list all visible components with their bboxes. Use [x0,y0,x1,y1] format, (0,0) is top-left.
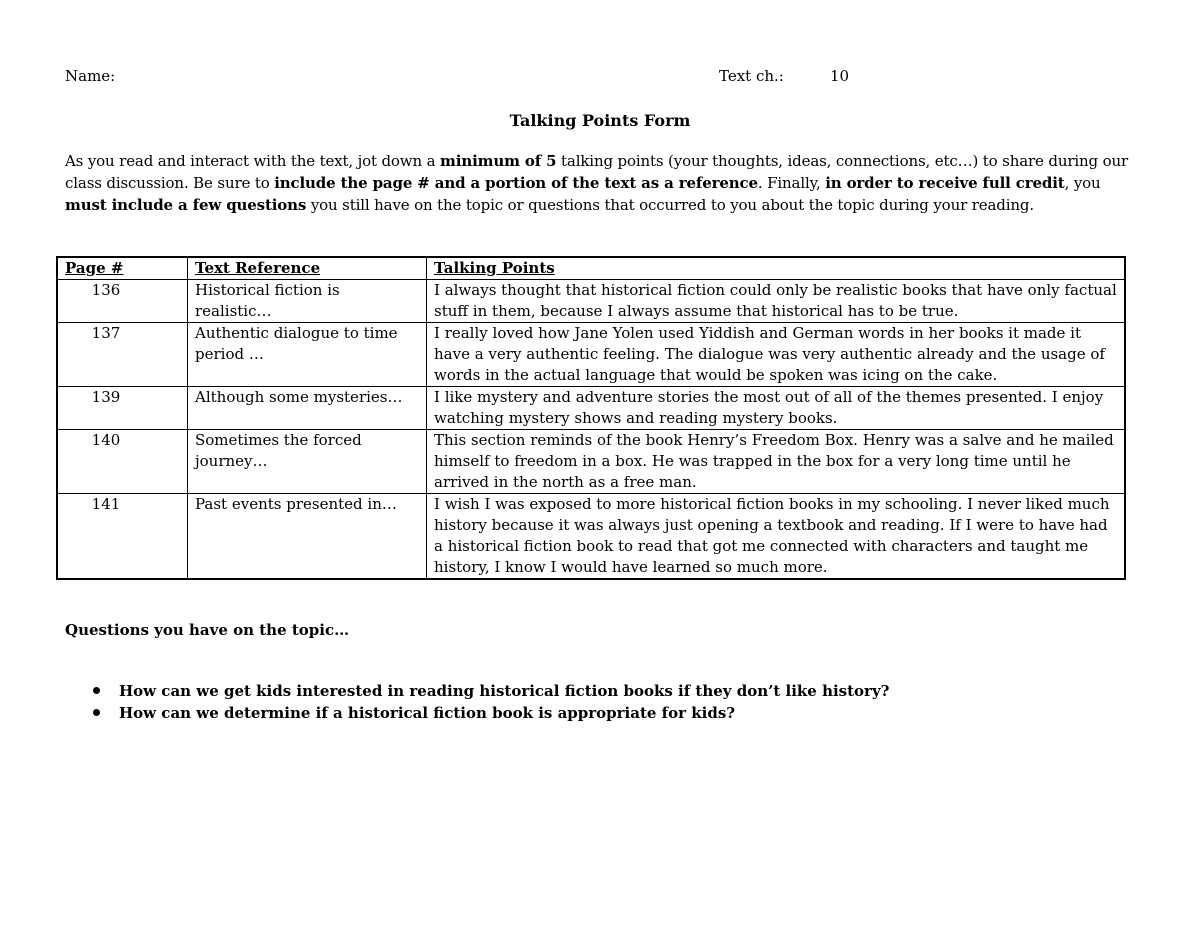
document-page [65,66,1135,722]
text-reference-cell: Although some mysteries… [188,387,427,430]
page-number-cell: 136 [57,280,188,323]
talking-points-table [56,256,1126,580]
page-number-cell: 141 [57,494,188,580]
text-reference-cell: Historical fiction is realistic… [188,280,427,323]
instructions-bold-4: must include a few questions [65,196,307,214]
question-text: How can we get kids interested in reading historical fiction books if they don’t like history? [119,682,890,700]
table-row [57,280,1125,323]
list-item [93,680,889,702]
instructions-text-2: talking points (your thoughts, ideas, connections, etc…) to share during our class discussion. Be sure to [65,152,1128,192]
questions-list [93,680,889,724]
name-label: Name: [65,67,116,85]
page-number-cell: 139 [57,387,188,430]
talking-points-cell: I wish I was exposed to more historical fiction books in my schooling. I never liked much history because it was always just opening a textbook and reading. If I were to have had a historical fiction book to read that got me connected with characters and taught me history, I know I would have learned so much more. [427,494,1126,580]
text-chapter-label: Text ch.: [719,67,784,85]
talking-points-cell: I really loved how Jane Yolen used Yiddish and German words in her books it made it have a very authentic feeling. The dialogue was very authentic already and the usage of words in the actual language that would be spoken was icing on the cake. [427,323,1126,387]
instructions-bold-1: minimum of 5 [440,152,557,170]
table-row [57,494,1125,580]
table-row [57,387,1125,430]
instructions-text-1: As you read and interact with the text, jot down a [65,152,441,170]
talking-points-cell: I always thought that historical fiction could only be realistic books that have only factual stuff in them, because I always assume that historical has to be true. [427,280,1126,323]
instructions-bold-3: in order to receive full credit [825,174,1065,192]
form-title: Talking Points Form [509,111,691,130]
header-talking-points: Talking Points [427,257,1126,280]
bullet-icon [93,709,100,716]
page-number-cell: 137 [57,323,188,387]
instructions-text-5: you still have on the topic or questions that occurred to you about the topic during your reading. [306,196,1034,214]
instructions-text-3: . Finally, [757,174,826,192]
text-reference-cell: Authentic dialogue to time period … [188,323,427,387]
instructions-bold-2: include the page # and a portion of the text as a reference [274,174,758,192]
instructions-text-4: , you [1064,174,1101,192]
question-text: How can we determine if a historical fiction book is appropriate for kids? [119,704,736,722]
bullet-icon [93,687,100,694]
header-page-number: Page # [57,257,188,280]
table-row [57,323,1125,387]
talking-points-cell: This section reminds of the book Henry’s Freedom Box. Henry was a salve and he mailed himself to freedom in a box. He was trapped in the box for a very long time until he arrived in the north as a free man. [427,430,1126,494]
instructions-paragraph [65,150,1135,216]
table-row [57,430,1125,494]
text-reference-cell: Past events presented in… [188,494,427,580]
questions-heading: Questions you have on the topic… [65,621,350,639]
list-item [93,702,889,724]
header-text-reference: Text Reference [188,257,427,280]
text-reference-cell: Sometimes the forced journey… [188,430,427,494]
table-header-row [57,257,1125,280]
header-row [65,66,1135,88]
talking-points-cell: I like mystery and adventure stories the most out of all of the themes presented. I enjoy watching mystery shows and reading mystery books. [427,387,1126,430]
page-number-cell: 140 [57,430,188,494]
text-chapter-value: 10 [830,67,850,85]
